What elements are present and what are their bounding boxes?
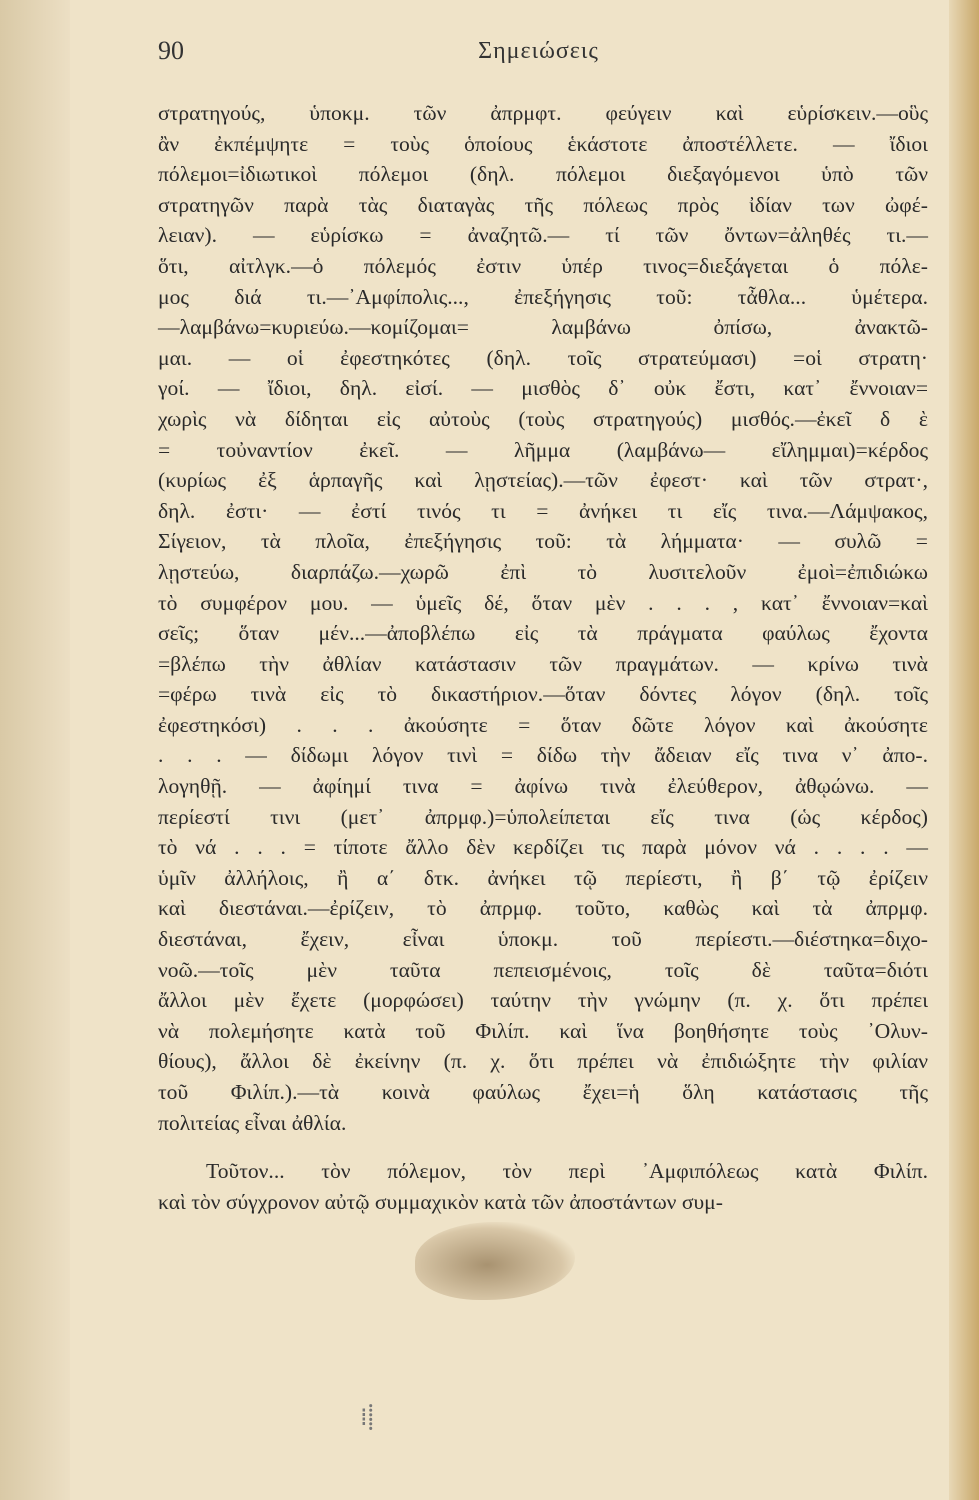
text-line: καὶ τὸν σύγχρονον αὐτῷ συμμαχικὸν κατὰ τῶν ἀποστάντων συμ- (158, 1189, 723, 1214)
text-line: ἂν ἐκπέμψητε = τοὺς ὁποίους ἑκάστοτε ἀποστέλλετε. — ἴδιοι (158, 131, 928, 156)
text-line: διεστάναι, ἔχειν, εἶναι ὑποκμ. τοῦ περίεστι.—διέστηκα=διχο- (158, 927, 928, 952)
text-line: σεῖς; ὅταν μέν...—ἀποβλέπω εἰς τὰ πράγματα φαύλως ἔχοντα (158, 621, 928, 646)
page-header (158, 30, 919, 70)
text-line: χωρὶς νὰ δίδηται εἰς αὐτοὺς (τοὺς στρατηγούς) μισθός.—ἐκεῖ δ ὲ (158, 406, 928, 431)
page-stain (415, 1222, 575, 1300)
text-line: θίους), ἄλλοι δὲ ἐκείνην (π. χ. ὅτι πρέπει νὰ ἐπιδιώξητε τὴν φιλίαν (158, 1049, 928, 1074)
text-line: ὑμῖν ἀλλήλοις, ἢ α΄ δτκ. ἀνήκει τῷ περίεστι, ἢ β΄ τῷ ἐρίζειν (158, 865, 928, 890)
text-line: ἐφεστηκόσι) . . . ἀκούσητε = ὅταν δῶτε λόγον καὶ ἀκούσητε (158, 712, 928, 737)
paragraph (158, 98, 928, 1138)
paragraph (158, 1156, 928, 1217)
text-line: τὸ νά . . . = τίποτε ἄλλο δὲν κερδίζει τις παρὰ μόνον νά . . . . — (158, 835, 928, 860)
text-line: μαι. — οἱ ἐφεστηκότες (δηλ. τοῖς στρατεύμασι) =οἱ στρατη· (158, 345, 928, 370)
text-line: στρατηγῶν παρὰ τὰς διαταγὰς τῆς πόλεως πρὸς ἰδίαν των ὠφέ- (158, 192, 928, 217)
text-line: = τοὐναντίον ἐκεῖ. — λῆμμα (λαμβάνω— εἴλημμαι)=κέρδος (158, 437, 928, 462)
text-line: περίεστί τινι (μετ᾿ ἀπρμφ.)=ὑπολείπεται εἴς τινα (ὡς κέρδος) (158, 804, 928, 829)
text-line: δηλ. ἐστι· — ἐστί τινός τι = ἀνήκει τι εἴς τινα.—Λάμψακος, (158, 498, 928, 523)
page-number: 90 (158, 36, 184, 65)
text-line: τοῦ Φιλίπ.).—τὰ κοινὰ φαύλως ἔχει=ἡ ὅλη κατάστασις τῆς (158, 1080, 928, 1104)
text-line: Τοῦτον... τὸν πόλεμον, τὸν περὶ ᾿Αμφιπόλεως κατὰ Φιλίπ. (206, 1159, 928, 1184)
paragraph-gap (158, 1138, 928, 1156)
text-line: Σίγειον, τὰ πλοῖα, ἐπεξήγησις τοῦ: τὰ λήμματα· — συλῶ = (158, 529, 928, 554)
page-edge-right (949, 0, 979, 1500)
text-line: καὶ διεστάναι.—ἐρίζειν, τὸ ἀπρμφ. τοῦτο, καθὼς καὶ τὰ ἀπρμφ. (158, 896, 928, 921)
text-line: λογηθῇ. — ἀφίημί τινα = ἀφίνω τινὰ ἐλεύθερον, ἀθῳώνω. — (158, 774, 928, 799)
text-line: . . . — δίδωμι λόγον τινὶ = δίδω τὴν ἄδειαν εἴς τινα ν᾿ ἀπο-. (158, 743, 928, 768)
text-line: στρατηγούς, ὑποκμ. τῶν ἀπρμφτ. φεύγειν καὶ εὑρίσκειν.—οὓς (158, 101, 928, 125)
text-line: ἄλλοι μὲν ἔχετε (μορφώσει) ταύτην τὴν γνώμην (π. χ. ὅτι πρέπει (158, 988, 928, 1013)
text-line: (κυρίως ἐξ ἁρπαγῆς καὶ λῃστείας).—τῶν ἐφεστ· καὶ τῶν στρατ·, (158, 468, 928, 493)
text-line: πόλεμοι=ἰδιωτικοὶ πόλεμοι (δηλ. πόλεμοι διεξαγόμενοι ὑπὸ τῶν (158, 162, 928, 187)
text-line: λειαν). — εὑρίσκω = ἀναζητῶ.— τί τῶν ὄντων=ἀληθές τι.— (158, 223, 928, 248)
notes-body (158, 98, 928, 1217)
text-line: =φέρω τινὰ εἰς τὸ δικαστήριον.—ὅταν δόντες λόγον (δηλ. τοῖς (158, 682, 928, 707)
text-line: λῃστεύω, διαρπάζω.—χωρῶ ἐπὶ τὸ λυσιτελοῦν ἐμοὶ=ἐπιδιώκω (158, 559, 928, 584)
text-line: νὰ πολεμήσητε κατὰ τοῦ Φιλίπ. καὶ ἵνα βοηθήσητε τοὺς ᾿Ολυν- (158, 1018, 928, 1043)
page-edge-left (0, 0, 70, 1500)
text-line: ὅτι, αἰτλγκ.—ὁ πόλεμός ἐστιν ὑπέρ τινος=διεξάγεται ὁ πόλε- (158, 253, 928, 278)
text-line: γοί. — ἴδιοι, δηλ. εἰσί. — μισθὸς δ᾿ οὐκ ἔστι, κατ᾿ ἔννοιαν= (158, 376, 928, 401)
margin-marks: ⁞⸽ (360, 1403, 374, 1431)
text-line: πολιτείας εἶναι ἀθλία. (158, 1110, 347, 1135)
text-line: =βλέπω τὴν ἀθλίαν κατάστασιν τῶν πραγμάτων. — κρίνω τινὰ (158, 651, 928, 676)
text-line: νοῶ.—τοῖς μὲν ταῦτα πεπεισμένοις, τοῖς δὲ ταῦτα=διότι (158, 957, 928, 982)
text-line: τὸ συμφέρον μου. — ὑμεῖς δέ, ὅταν μὲν . . . , κατ᾿ ἔννοιαν=καὶ (158, 590, 928, 615)
text-line: μος διά τι.—᾿Αμφίπολις..., ἐπεξήγησις τοῦ: τἆθλα... ὑμέτερα. (158, 284, 928, 309)
text-line: —λαμβάνω=κυριεύω.—κομίζομαι= λαμβάνω ὀπίσω, ἀνακτῶ- (158, 315, 928, 340)
running-head: Σημειώσεις (478, 38, 599, 64)
